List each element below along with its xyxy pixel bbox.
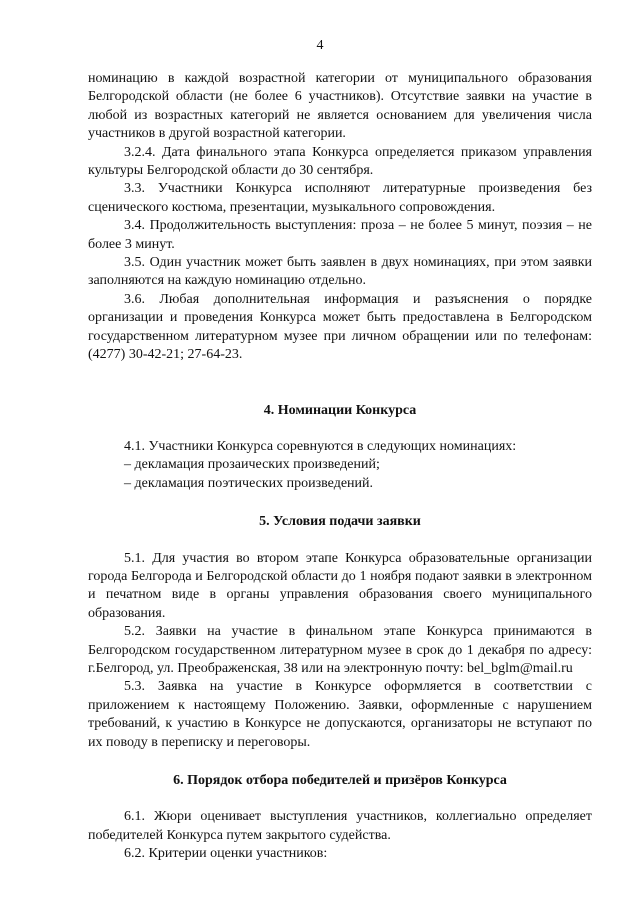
- paragraph-5-1: 5.1. Для участия во втором этапе Конкурса образовательные организации города Белгорода и Белгородской области до 1 ноября подают заявки в электронном и печатном виде в органы управления образования своего муниципального образования.: [88, 550, 592, 621]
- list-item-poetry: – декламация поэтических произведений.: [124, 475, 374, 491]
- paragraph-3-5: 3.5. Один участник может быть заявлен в двух номинациях, при этом заявки заполняются на каждую номинацию отдельно.: [88, 255, 592, 289]
- paragraph-3-4: 3.4. Продолжительность выступления: проза – не более 5 минут, поэзия – не более 3 минут.: [88, 218, 592, 252]
- paragraph-5-2: 5.2. Заявки на участие в финальном этапе Конкурса принимаются в Белгородском государственном литературном музее в срок до 1 декабря по адресу: г.Белгород, ул. Преображенская, 38 или на электронную почту: bel_bglm@mail.ru: [88, 624, 592, 676]
- paragraph-4-1: 4.1. Участники Конкурса соревнуются в следующих номинациях:: [124, 438, 517, 454]
- document-body: [88, 70, 592, 864]
- list-item-prose: – декламация прозаических произведений;: [124, 457, 380, 473]
- paragraph-3-2-4: 3.2.4. Дата финального этапа Конкурса определяется приказом управления культуры Белгородской области до 30 сентября.: [88, 144, 592, 179]
- paragraph-3-3: 3.3. Участники Конкурса исполняют литературные произведения без сценического костюма, презентации, музыкального сопровождения.: [88, 181, 592, 215]
- section-heading-application: 5. Условия подачи заявки: [259, 514, 421, 530]
- section-heading-selection: 6. Порядок отбора победителей и призёров Конкурса: [173, 773, 507, 788]
- paragraph-6-1: 6.1. Жюри оценивает выступления участников, коллегиально определяет победителей Конкурса путем закрытого судейства.: [88, 809, 592, 843]
- paragraph-3-6: 3.6. Любая дополнительная информация и разъяснения о порядке организации и проведения Конкурса может быть предоставлена в Белгородском государственном литературном музее при личном обращении или по телефонам: (4277) 30-42-21; 27-64-23.: [88, 291, 592, 363]
- paragraph-5-3: 5.3. Заявка на участие в Конкурсе оформляется в соответствии с приложением к настоящему Положению. Заявки, оформленные с нарушением требований, к участию в Конкурсе не допускаются, организаторы не вступают по их поводу в переписку и переговоры.: [88, 679, 592, 750]
- paragraph-3-2-3-continuation: номинацию в каждой возрастной категории от муниципального образования Белгородской области (не более 6 участников). Отсутствие заявки на участие в любой из возрастных категорий не является основанием для увеличения числа участников в другой возрастной категории.: [88, 71, 592, 142]
- page-number: 4: [316, 38, 324, 53]
- paragraph-6-2: 6.2. Критерии оценки участников:: [124, 846, 328, 862]
- section-heading-nominations: 4. Номинации Конкурса: [263, 402, 417, 418]
